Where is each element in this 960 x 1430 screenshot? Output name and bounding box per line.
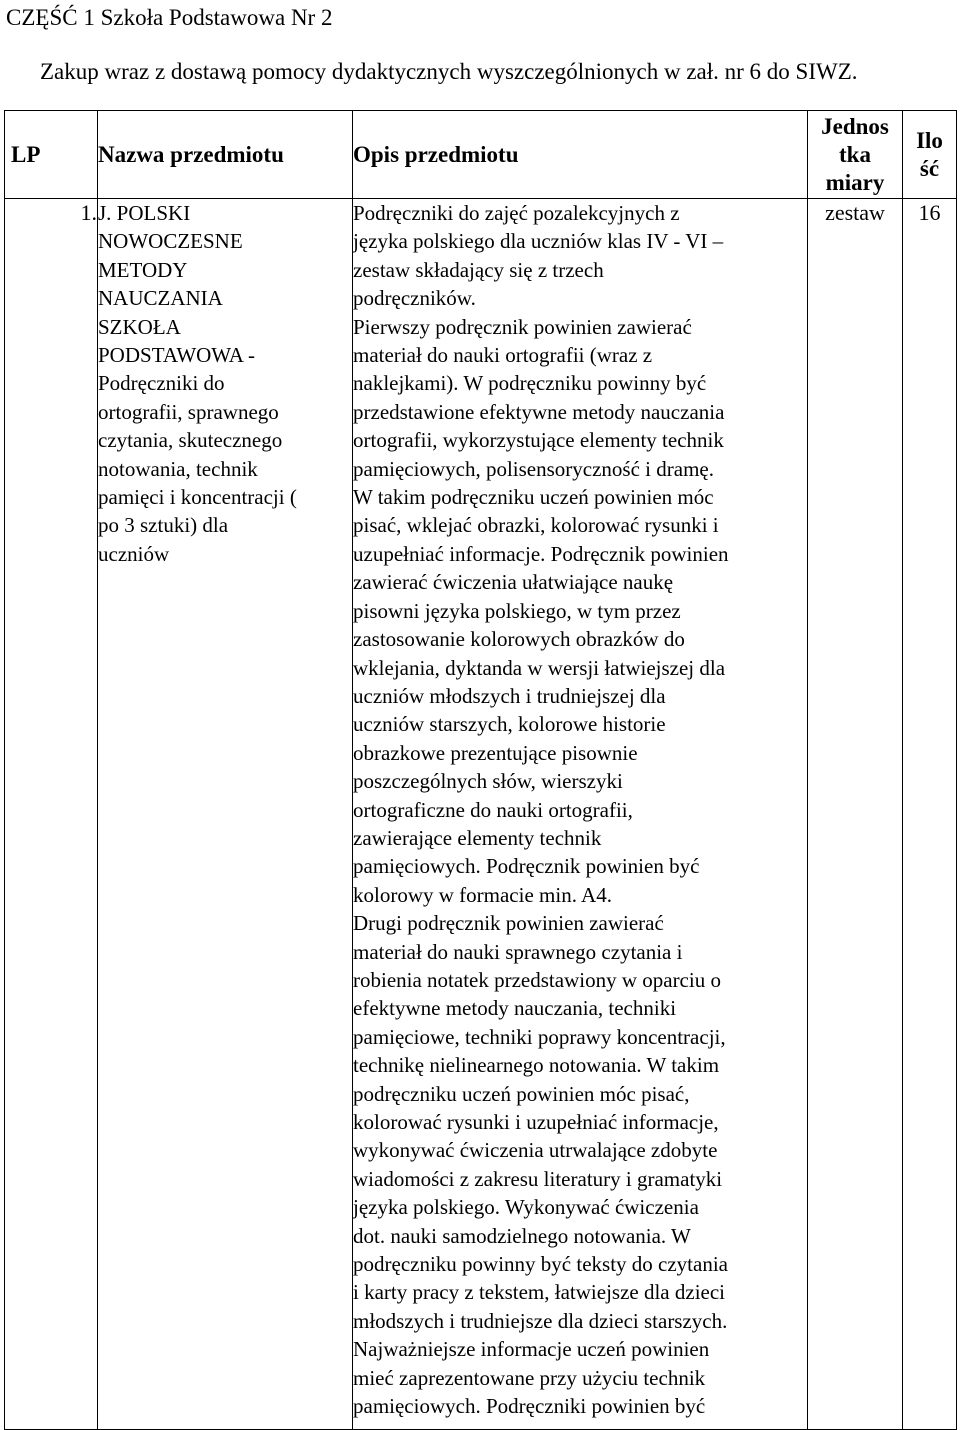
name-line: METODY [98, 257, 188, 282]
description-line: Drugi podręcznik powinien zawierać [353, 911, 664, 936]
header-unit-line: miary [825, 169, 885, 195]
description-line: podręczniku powinny być teksty do czytania [353, 1252, 728, 1277]
description-line: robienia notatek przedstawiony w oparciu o [353, 967, 721, 992]
row-qty: 16 [903, 199, 957, 1430]
document-subheading: Zakup wraz z dostawą pomocy dydaktycznych wyszczególnionych w zał. nr 6 do SIWZ. [40, 59, 858, 84]
description-line: podręczniku uczeń powinien móc pisać, [353, 1081, 690, 1106]
description-line: języka polskiego dla uczniów klas IV - VI – [353, 229, 724, 254]
description-line: W takim podręczniku uczeń powinien móc [353, 485, 714, 510]
description-line: pisać, wklejać obrazki, kolorować rysunki i [353, 513, 719, 538]
description-line: pisowni języka polskiego, w tym przez [353, 598, 681, 623]
description-line: efektywne metody nauczania, techniki [353, 996, 677, 1021]
row-description [353, 199, 808, 1430]
description-line: podręczników. [353, 286, 476, 311]
description-line: przedstawione efektywne metody nauczania [353, 399, 725, 424]
name-line: uczniów [98, 541, 170, 566]
description-line: zawierać ćwiczenia ułatwiające naukę [353, 570, 674, 595]
header-qty [903, 111, 957, 199]
header-description: Opis przedmiotu [353, 111, 808, 199]
description-line: materiał do nauki sprawnego czytania i [353, 939, 683, 964]
description-line: języka polskiego. Wykonywać ćwiczenia [353, 1195, 699, 1220]
name-line: J. POLSKI [98, 201, 191, 225]
description-line: uczniów starszych, kolorowe historie [353, 712, 666, 737]
name-line: po 3 sztuki) dla [98, 513, 229, 538]
description-line: materiał do nauki ortografii (wraz z [353, 343, 653, 368]
name-line: PODSTAWOWA - [98, 343, 256, 368]
description-line: zastosowanie kolorowych obrazków do [353, 627, 685, 652]
description-line: technikę nielinearnego notowania. W takim [353, 1053, 720, 1078]
description-line: wykonywać ćwiczenia utrwalające zdobyte [353, 1138, 718, 1163]
name-line: SZKOŁA [98, 314, 181, 339]
description-line: i karty pracy z tekstem, łatwiejsze dla dzieci [353, 1280, 726, 1305]
name-line: NAUCZANIA [98, 286, 223, 311]
description-line: pamięciowych. Podręczniki powinien być [353, 1394, 706, 1419]
description-line: kolorowy w formacie min. A4. [353, 882, 612, 907]
header-qty-line: Ilo [916, 127, 943, 153]
name-line: notowania, technik [98, 456, 258, 481]
row-unit: zestaw [808, 199, 903, 1430]
description-line: uczniów młodszych i trudniejszej dla [353, 683, 666, 708]
description-line: zestaw składający się z trzech [353, 257, 604, 282]
description-line: dot. nauki samodzielnego notowania. W [353, 1223, 691, 1248]
name-line: Podręczniki do [98, 371, 225, 396]
description-line: ortografii, wykorzystujące elementy technik [353, 428, 724, 453]
description-line: kolorować rysunki i uzupełniać informacje, [353, 1110, 719, 1134]
description-line: Najważniejsze informacje uczeń powinien [353, 1337, 710, 1362]
description-line: zawierające elementy technik [353, 825, 602, 850]
name-line: ortografii, sprawnego [98, 399, 279, 424]
table-header-row [5, 111, 957, 199]
description-line: poszczególnych słów, wierszyki [353, 769, 623, 794]
header-unit [808, 111, 903, 199]
name-line: pamięci i koncentracji ( [98, 485, 297, 510]
description-line: naklejkami). W podręczniku powinny być [353, 371, 707, 396]
description-line: mieć zaprezentowane przy użyciu technik [353, 1365, 706, 1390]
row-lp: 1. [5, 199, 98, 1430]
header-qty-line: ść [919, 155, 940, 181]
description-line: pamięciowych. Podręcznik powinien być [353, 854, 700, 879]
header-name: Nazwa przedmiotu [98, 111, 353, 199]
items-table [4, 110, 957, 1430]
header-lp: LP [5, 111, 98, 199]
description-line: młodszych i trudniejsze dla dzieci starszych. [353, 1308, 728, 1333]
description-line: ortograficzne do nauki ortografii, [353, 797, 633, 822]
description-line: pamięciowych, polisensoryczność i dramę. [353, 456, 714, 481]
description-line: pamięciowe, techniki poprawy koncentracji, [353, 1024, 726, 1049]
name-line: NOWOCZESNE [98, 229, 243, 254]
row-name [98, 199, 353, 1430]
description-line: wiadomości z zakresu literatury i gramatyki [353, 1166, 723, 1191]
description-line: wklejania, dyktanda w wersji łatwiejszej dla [353, 655, 726, 680]
table-row [5, 199, 957, 1430]
header-unit-line: tka [839, 141, 871, 167]
description-line: obrazkowe prezentujące pisownie [353, 740, 638, 765]
description-line: Pierwszy podręcznik powinien zawierać [353, 314, 692, 339]
header-unit-line: Jednos [821, 113, 889, 139]
name-line: czytania, skutecznego [98, 428, 283, 453]
description-line: Podręczniki do zajęć pozalekcyjnych z [353, 201, 680, 225]
description-line: uzupełniać informacje. Podręcznik powinien [353, 541, 729, 566]
document-heading: CZĘŚĆ 1 Szkoła Podstawowa Nr 2 [6, 5, 333, 30]
